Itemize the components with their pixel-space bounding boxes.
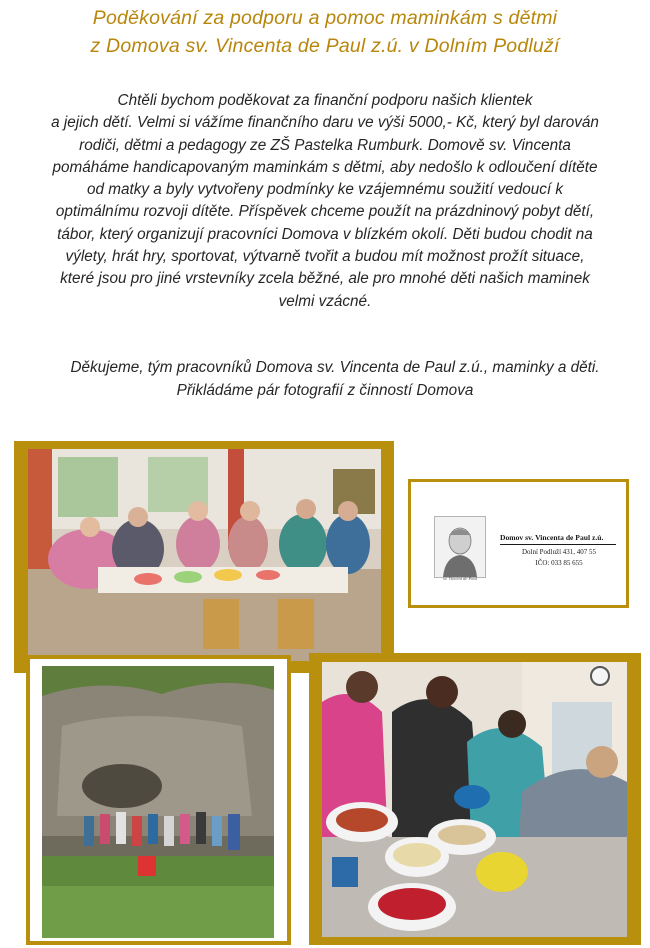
- organization-name: Domov sv. Vincenta de Paul z.ú.: [500, 533, 604, 542]
- photo-frame-kitchen: [309, 653, 641, 945]
- photo-frame-rocks: [26, 655, 291, 945]
- title-line-1: Poděkování za podporu a pomoc maminkám s dětmi: [92, 7, 558, 29]
- body-line: výlety, hrát hry, sportovat, výtvarně tvořit a budou mít možnost prožít situace,: [65, 248, 585, 266]
- body-line: rodiči, dětmi a pedagogy ze ZŠ Pastelka Rumburk. Domově sv. Vincenta: [79, 136, 571, 154]
- title-line-2: z Domova sv. Vincenta de Paul z.ú. v Dolním Podluží: [90, 35, 560, 57]
- photo-kitchen-cooking: [322, 662, 627, 937]
- photo-frame-table: [14, 441, 394, 673]
- body-paragraph: [8, 90, 642, 313]
- photo-group-at-table: [28, 449, 381, 661]
- thanks-section: [0, 357, 650, 402]
- logo-card: [408, 479, 629, 608]
- thanks-line-1: Děkujeme, tým pracovníků Domova sv. Vincenta de Paul z.ú., maminky a děti.: [70, 359, 600, 376]
- body-line: od matky a byly vytvořeny podmínky ke vzájemnému soužití vedoucí k: [86, 181, 564, 199]
- body-line: Chtěli bychom poděkovat za finanční podporu našich klientek: [117, 92, 533, 109]
- portrait-image: [434, 516, 486, 578]
- body-line: a jejich dětí. Velmi si vážíme finančního daru ve výši 5000,- Kč, který byl darován: [51, 114, 599, 132]
- divider: [500, 544, 616, 545]
- organization-address: Dolní Podluží 431, 407 55: [521, 548, 597, 556]
- body-line: optimálnímu rozvoji dítěte. Příspěvek chceme použít na prázdninový pobyt dětí,: [55, 203, 595, 221]
- thanks-line-2: Přikládáme pár fotografií z činností Domova: [176, 381, 474, 399]
- body-line: tábor, který organizují pracovníci Domova v blízkém okolí. Děti budou chodit na: [57, 225, 593, 243]
- organization-id: IČO: 033 85 655: [535, 559, 583, 567]
- document-title: [0, 4, 650, 60]
- body-line: velmi vzácné.: [278, 292, 372, 310]
- photo-group-at-rocks: [42, 666, 274, 938]
- portrait-caption: sv. Vincent de Paul: [442, 576, 478, 581]
- body-line: pomáháme handicapovaným maminkám s dětmi, aby nedošlo k odloučení dítěte: [52, 158, 598, 176]
- body-line: které jsou pro jiné vrstevníky zcela běžné, ale pro mnohé děti našich maminek: [60, 270, 590, 288]
